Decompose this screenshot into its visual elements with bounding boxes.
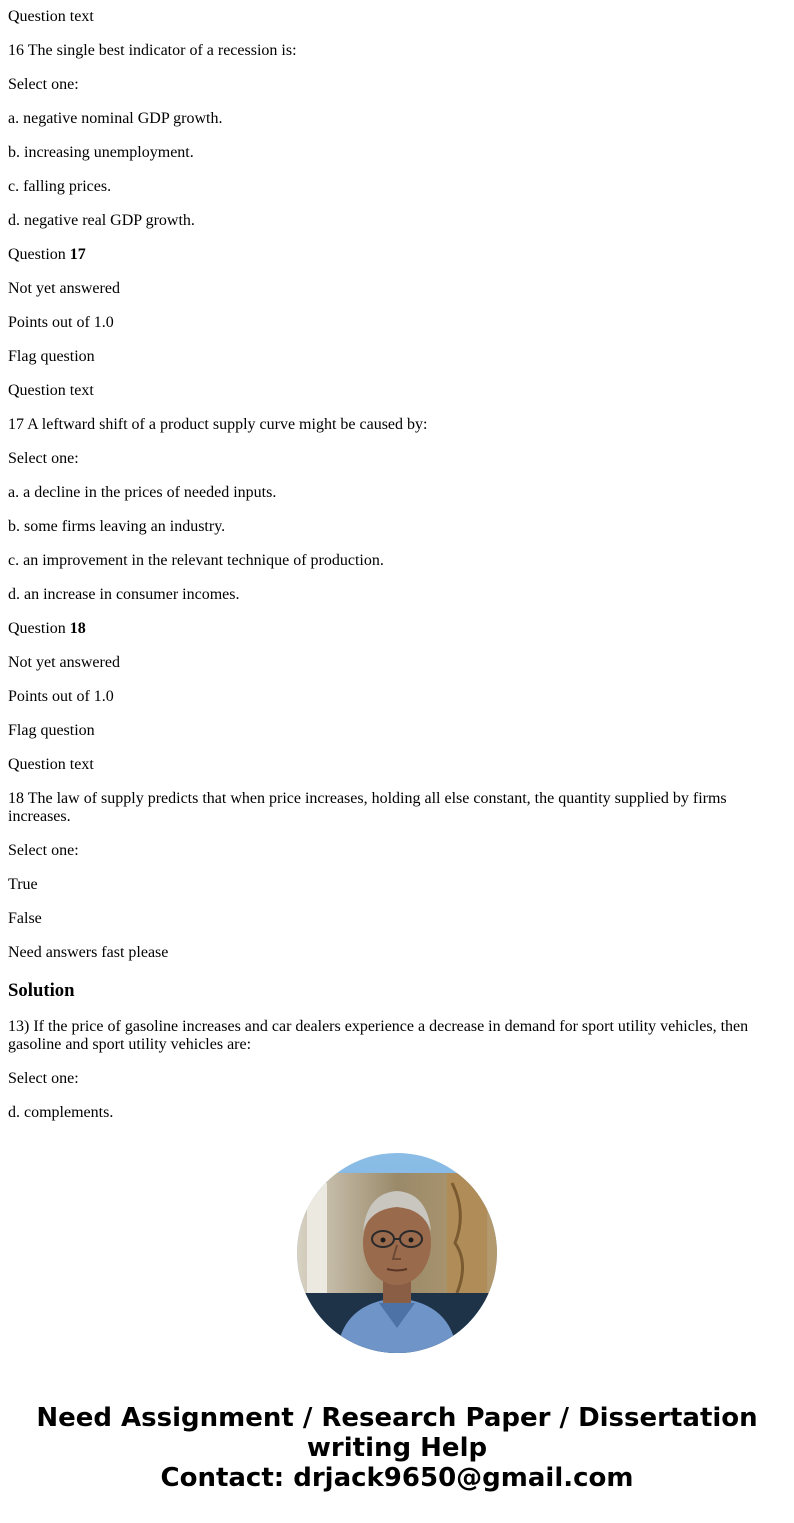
q18-select-label: Select one:	[8, 842, 79, 859]
q18-question-text-label: Question text	[8, 756, 94, 773]
q18-status: Not yet answered	[8, 654, 120, 671]
footer-line-2: writing Help	[306, 1433, 488, 1463]
solution-select-label: Select one:	[8, 1070, 79, 1087]
avatar-portrait-image	[297, 1153, 497, 1353]
q16-option-a: a. negative nominal GDP growth.	[8, 110, 223, 127]
q17-points: Points out of 1.0	[8, 314, 114, 331]
q16-option-b: b. increasing unemployment.	[8, 144, 194, 161]
request-note: Need answers fast please	[8, 944, 169, 961]
q16-option-d: d. negative real GDP growth.	[8, 212, 195, 229]
q17-select-label: Select one:	[8, 450, 79, 467]
q17-prompt: 17 A leftward shift of a product supply curve might be caused by:	[8, 416, 428, 433]
footer-banner	[0, 1403, 794, 1493]
footer-line-1: Need Assignment / Research Paper / Dissertation	[36, 1403, 758, 1433]
q18-number: 18	[69, 620, 86, 637]
solution-prompt: 13) If the price of gasoline increases and car dealers experience a decrease in demand for sport utility vehicles, then gasoline and sport utility vehicles are:	[8, 1018, 749, 1053]
q18-option-false: False	[8, 910, 42, 927]
q18-points: Points out of 1.0	[8, 688, 114, 705]
q18-prompt: 18 The law of supply predicts that when price increases, holding all else constant, the quantity supplied by firms increases.	[8, 790, 727, 825]
q17-option-a: a. a decline in the prices of needed inputs.	[8, 484, 277, 501]
q18-option-true: True	[8, 876, 38, 893]
q16-option-c: c. falling prices.	[8, 178, 112, 195]
q17-heading-prefix: Question	[8, 246, 70, 263]
avatar	[297, 1153, 497, 1353]
q17-option-d: d. an increase in consumer incomes.	[8, 586, 240, 603]
q16-select-label: Select one:	[8, 76, 79, 93]
q18-heading	[8, 620, 786, 638]
q17-option-c: c. an improvement in the relevant technique of production.	[8, 552, 384, 569]
q17-heading	[8, 246, 786, 264]
q16-prompt: 16 The single best indicator of a recession is:	[8, 42, 297, 59]
q17-status: Not yet answered	[8, 280, 120, 297]
q18-flag-question: Flag question	[8, 722, 95, 739]
q16-question-text-label: Question text	[8, 8, 94, 25]
q17-question-text-label: Question text	[8, 382, 94, 399]
q17-flag-question: Flag question	[8, 348, 95, 365]
solution-answer: d. complements.	[8, 1104, 114, 1121]
q17-number: 17	[69, 246, 86, 263]
q17-option-b: b. some firms leaving an industry.	[8, 518, 226, 535]
document-content	[8, 0, 786, 1122]
footer-contact: Contact: drjack9650@gmail.com	[160, 1463, 634, 1493]
solution-heading: Solution	[8, 980, 75, 1001]
q18-heading-prefix: Question	[8, 620, 70, 637]
